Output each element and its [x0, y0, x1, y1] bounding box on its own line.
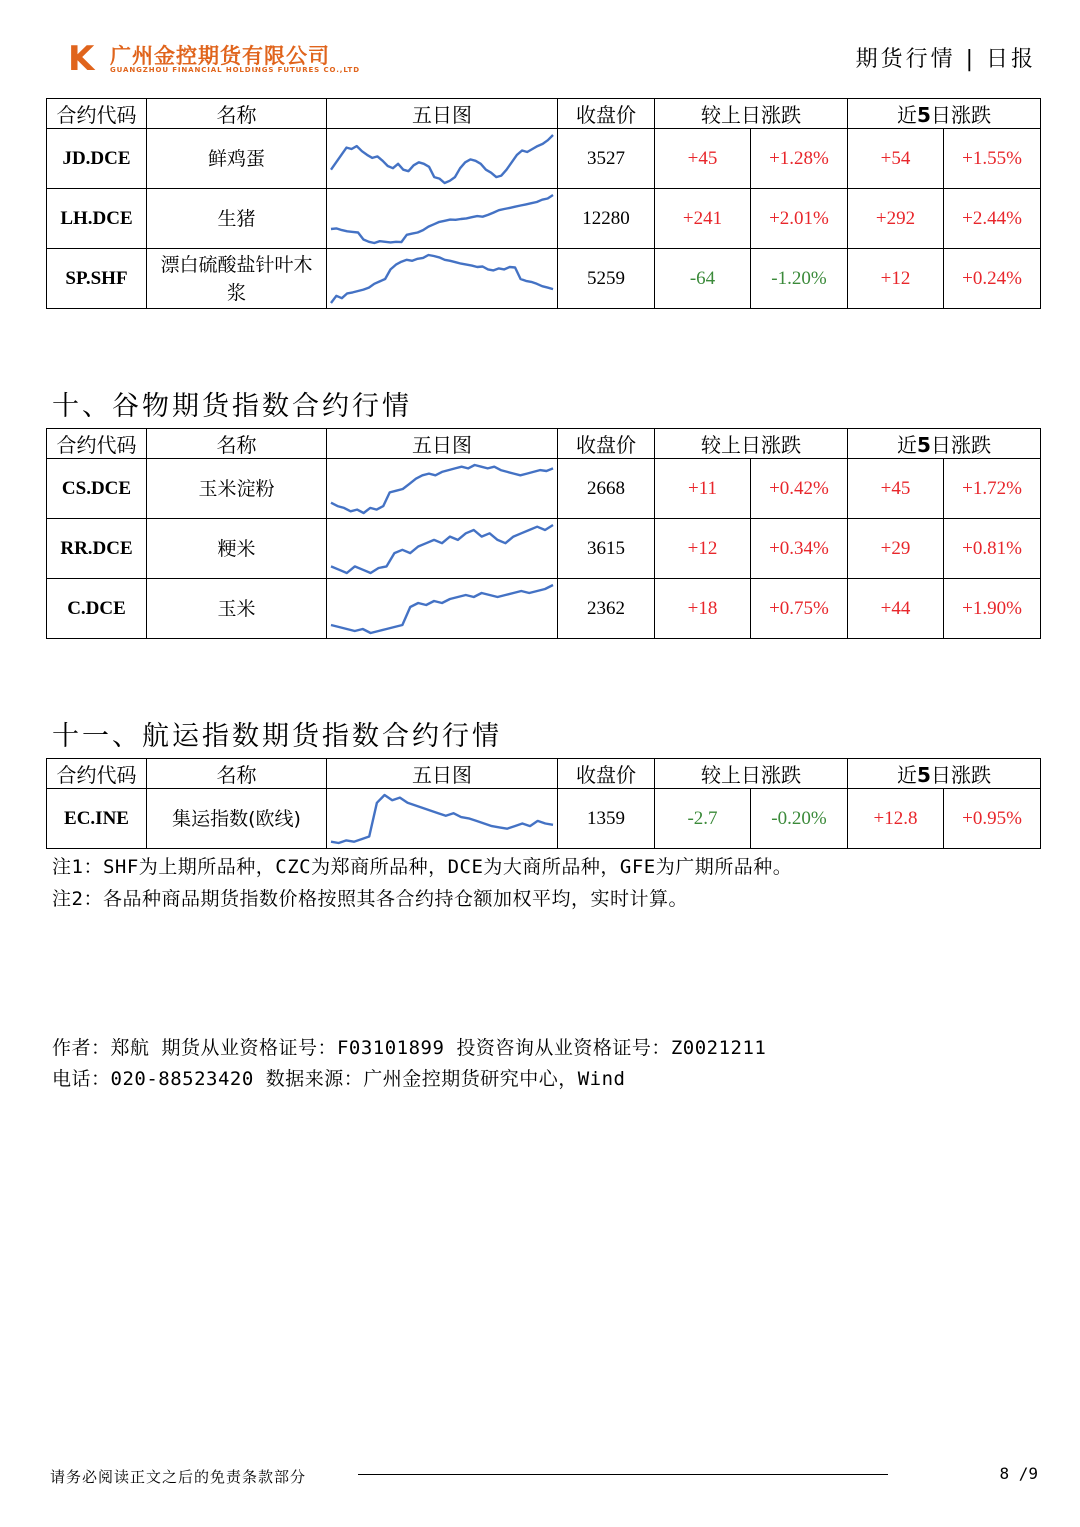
header-close: 收盘价 — [558, 429, 655, 459]
section-title: 十一、航运指数期货指数合约行情 — [52, 721, 502, 752]
sparkline-svg — [327, 250, 557, 308]
logo-k-icon — [66, 40, 102, 74]
five-day-change: +29 — [848, 519, 944, 579]
header-daily-change: 较上日涨跌 — [655, 99, 848, 129]
five-day-sparkline — [327, 249, 558, 309]
close-price: 3527 — [558, 129, 655, 189]
header-5day-suffix: 日涨跌 — [930, 433, 991, 457]
contract-code: EC.INE — [47, 789, 147, 849]
header-5day-suffix: 日涨跌 — [930, 763, 991, 787]
five-day-change: +292 — [848, 189, 944, 249]
five-day-change-pct: +0.95% — [944, 789, 1041, 849]
five-day-sparkline — [327, 519, 558, 579]
table-header-row — [47, 99, 1041, 129]
sparkline-line — [331, 465, 553, 513]
sparkline-line — [331, 195, 553, 243]
header-5day-number: 5 — [917, 763, 931, 787]
footer-divider — [358, 1474, 888, 1475]
header-close: 收盘价 — [558, 99, 655, 129]
header-code: 合约代码 — [47, 429, 147, 459]
daily-change-pct: -0.20% — [751, 789, 848, 849]
header-5day-change — [848, 759, 1041, 789]
daily-change-pct: +0.75% — [751, 579, 848, 639]
five-day-change: +12 — [848, 249, 944, 309]
five-day-change: +44 — [848, 579, 944, 639]
five-day-change-pct: +2.44% — [944, 189, 1041, 249]
five-day-sparkline — [327, 189, 558, 249]
close-price: 2362 — [558, 579, 655, 639]
header-chart: 五日图 — [327, 99, 558, 129]
daily-change-pct: +0.34% — [751, 519, 848, 579]
five-day-change-pct: +1.55% — [944, 129, 1041, 189]
header-close: 收盘价 — [558, 759, 655, 789]
header-chart: 五日图 — [327, 429, 558, 459]
header-chart: 五日图 — [327, 759, 558, 789]
table-row — [47, 129, 1041, 189]
contract-name: 鲜鸡蛋 — [147, 129, 327, 189]
header-5day-number: 5 — [917, 103, 931, 127]
daily-change: -64 — [655, 249, 751, 309]
contract-code: CS.DCE — [47, 459, 147, 519]
daily-change-pct: -1.20% — [751, 249, 848, 309]
header-5day-prefix: 近 — [897, 433, 918, 457]
company-name-cn: 广州金控期货有限公司 — [110, 44, 330, 68]
five-day-sparkline — [327, 579, 558, 639]
table-row — [47, 249, 1041, 309]
header-5day-prefix: 近 — [897, 103, 918, 127]
contract-name: 集运指数(欧线) — [147, 789, 327, 849]
sparkline-svg — [327, 130, 557, 188]
daily-change: +241 — [655, 189, 751, 249]
header-5day-number: 5 — [917, 433, 931, 457]
sparkline-svg — [327, 520, 557, 578]
daily-change: +45 — [655, 129, 751, 189]
section-title: 十、谷物期货指数合约行情 — [52, 391, 412, 422]
company-name-en: GUANGZHOU FINANCIAL HOLDINGS FUTURES CO.,LTD — [110, 66, 360, 74]
table-header-row — [47, 759, 1041, 789]
contract-code: LH.DCE — [47, 189, 147, 249]
quote-table — [46, 758, 1041, 849]
five-day-change: +12.8 — [848, 789, 944, 849]
contract-name: 玉米 — [147, 579, 327, 639]
daily-change: +12 — [655, 519, 751, 579]
sparkline-line — [331, 525, 553, 573]
header-5day-suffix: 日涨跌 — [930, 103, 991, 127]
report-type: 期货行情 | 日报 — [855, 47, 1036, 72]
sparkline-line — [331, 135, 553, 183]
five-day-sparkline — [327, 789, 558, 849]
page-header — [0, 0, 1080, 100]
quote-table — [46, 98, 1041, 309]
five-day-change-pct: +1.90% — [944, 579, 1041, 639]
sparkline-svg — [327, 190, 557, 248]
five-day-sparkline — [327, 459, 558, 519]
contract-code: C.DCE — [47, 579, 147, 639]
contract-name: 玉米淀粉 — [147, 459, 327, 519]
table-header-row — [47, 429, 1041, 459]
daily-change-pct: +0.42% — [751, 459, 848, 519]
table-row — [47, 579, 1041, 639]
table-row — [47, 459, 1041, 519]
close-price: 3615 — [558, 519, 655, 579]
contract-code: SP.SHF — [47, 249, 147, 309]
close-price: 5259 — [558, 249, 655, 309]
sparkline-line — [331, 255, 553, 303]
sparkline-svg — [327, 460, 557, 518]
daily-change-pct: +2.01% — [751, 189, 848, 249]
contract-name: 生猪 — [147, 189, 327, 249]
close-price: 12280 — [558, 189, 655, 249]
header-code: 合约代码 — [47, 759, 147, 789]
five-day-change: +54 — [848, 129, 944, 189]
close-price: 2668 — [558, 459, 655, 519]
five-day-change-pct: +1.72% — [944, 459, 1041, 519]
sparkline-svg — [327, 790, 557, 848]
header-5day-prefix: 近 — [897, 763, 918, 787]
header-5day-change — [848, 99, 1041, 129]
quote-table — [46, 428, 1041, 639]
daily-change: +18 — [655, 579, 751, 639]
five-day-change: +45 — [848, 459, 944, 519]
contract-name: 漂白硫酸盐针叶木浆 — [147, 249, 327, 309]
header-name: 名称 — [147, 99, 327, 129]
contract-code: RR.DCE — [47, 519, 147, 579]
sparkline-line — [331, 795, 553, 843]
contract-code: JD.DCE — [47, 129, 147, 189]
five-day-change-pct: +0.24% — [944, 249, 1041, 309]
sparkline-line — [331, 585, 553, 633]
header-daily-change: 较上日涨跌 — [655, 429, 848, 459]
header-name: 名称 — [147, 759, 327, 789]
table-row — [47, 519, 1041, 579]
five-day-sparkline — [327, 129, 558, 189]
disclaimer-text: 请务必阅读正文之后的免责条款部分 — [50, 1468, 307, 1486]
sparkline-svg — [327, 580, 557, 638]
header-name: 名称 — [147, 429, 327, 459]
author-line: 作者：郑航 期货从业资格证号：F03101899 投资咨询从业资格证号：Z0021211 — [52, 1037, 767, 1059]
company-logo — [66, 40, 366, 76]
header-daily-change: 较上日涨跌 — [655, 759, 848, 789]
daily-change: -2.7 — [655, 789, 751, 849]
header-code: 合约代码 — [47, 99, 147, 129]
svg-text:K: K — [68, 40, 95, 74]
daily-change-pct: +1.28% — [751, 129, 848, 189]
note-1: 注1：SHF为上期所品种，CZC为郑商所品种，DCE为大商所品种，GFE为广期所品种。 — [52, 856, 793, 878]
contact-line: 电话：020-88523420 数据来源：广州金控期货研究中心，Wind — [52, 1068, 626, 1090]
table-row — [47, 189, 1041, 249]
daily-change: +11 — [655, 459, 751, 519]
page-number: 8 /9 — [999, 1464, 1038, 1483]
note-2: 注2：各品种商品期货指数价格按照其各合约持仓额加权平均，实时计算。 — [52, 888, 688, 910]
close-price: 1359 — [558, 789, 655, 849]
five-day-change-pct: +0.81% — [944, 519, 1041, 579]
header-5day-change — [848, 429, 1041, 459]
table-row — [47, 789, 1041, 849]
contract-name: 粳米 — [147, 519, 327, 579]
